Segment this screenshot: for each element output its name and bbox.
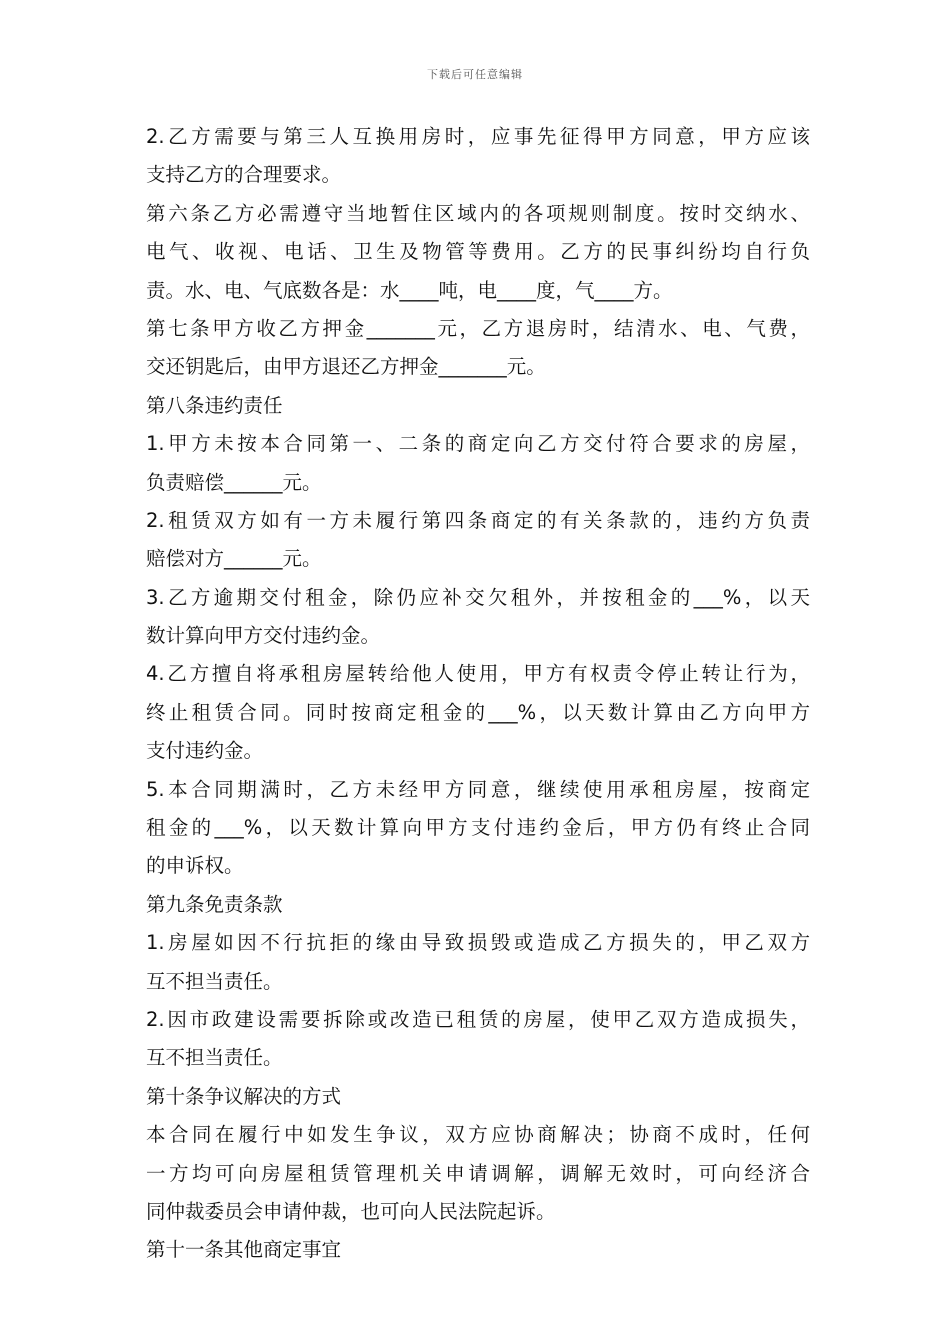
text-line: 1.甲方未按本合同第一、二条的商定向乙方交付符合要求的房屋， (146, 432, 810, 456)
text-line: 第六条乙方必需遵守当地暂住区域内的各项规则制度。按时交纳水、 (146, 201, 810, 225)
text-line: 交还钥匙后，由甲方退还乙方押金_______元。 (146, 355, 546, 379)
text-line: 2.租赁双方如有一方未履行第四条商定的有关条款的，违约方负责 (146, 508, 810, 532)
text-line: 互不担当责任。 (146, 969, 283, 993)
text-line: 第七条甲方收乙方押金_______元，乙方退房时，结清水、电、气费， (146, 316, 810, 340)
document-body (146, 118, 810, 1270)
text-line: 5.本合同期满时，乙方未经甲方同意，继续使用承租房屋，按商定 (146, 777, 810, 801)
text-line: 负责赔偿______元。 (146, 470, 322, 494)
text-line: 电气、收视、电话、卫生及物管等费用。乙方的民事纠纷均自行负 (146, 240, 810, 264)
text-line: 支付违约金。 (146, 739, 264, 763)
text-line: 支持乙方的合理要求。 (146, 163, 342, 187)
text-line: 4.乙方擅自将承租房屋转给他人使用，甲方有权责令停止转让行为， (146, 662, 810, 686)
text-line: 赔偿对方______元。 (146, 547, 322, 571)
section-heading: 第十条争议解决的方式 (146, 1084, 342, 1108)
text-line: 终止租赁合同。同时按商定租金的___%，以天数计算由乙方向甲方 (146, 700, 810, 724)
text-line: 本合同在履行中如发生争议，双方应协商解决；协商不成时，任何 (146, 1123, 810, 1147)
section-heading: 第八条违约责任 (146, 393, 283, 417)
header-note: 下载后可任意编辑 (427, 68, 523, 81)
text-line: 2.因市政建设需要拆除或改造已租赁的房屋，使甲乙双方造成损失， (146, 1007, 810, 1031)
text-line: 责。水、电、气底数各是：水____吨，电____度，气____方。 (146, 278, 673, 302)
text-line: 一方均可向房屋租赁管理机关申请调解，调解无效时，可向经济合 (146, 1161, 810, 1185)
section-heading: 第九条免责条款 (146, 892, 283, 916)
text-line: 3.乙方逾期交付租金，除仍应补交欠租外，并按租金的___%，以天 (146, 585, 810, 609)
text-line: 数计算向甲方交付违约金。 (146, 624, 381, 648)
text-line: 1.房屋如因不行抗拒的缘由导致损毁或造成乙方损失的，甲乙双方 (146, 931, 810, 955)
text-line: 的申诉权。 (146, 854, 244, 878)
text-line: 租金的___%，以天数计算向甲方支付违约金后，甲方仍有终止合同 (146, 816, 810, 840)
text-line: 互不担当责任。 (146, 1046, 283, 1070)
section-heading: 第十一条其他商定事宜 (146, 1238, 342, 1262)
text-line: 同仲裁委员会申请仲裁，也可向人民法院起诉。 (146, 1199, 556, 1223)
text-line: 2.乙方需要与第三人互换用房时，应事先征得甲方同意，甲方应该 (146, 125, 810, 148)
